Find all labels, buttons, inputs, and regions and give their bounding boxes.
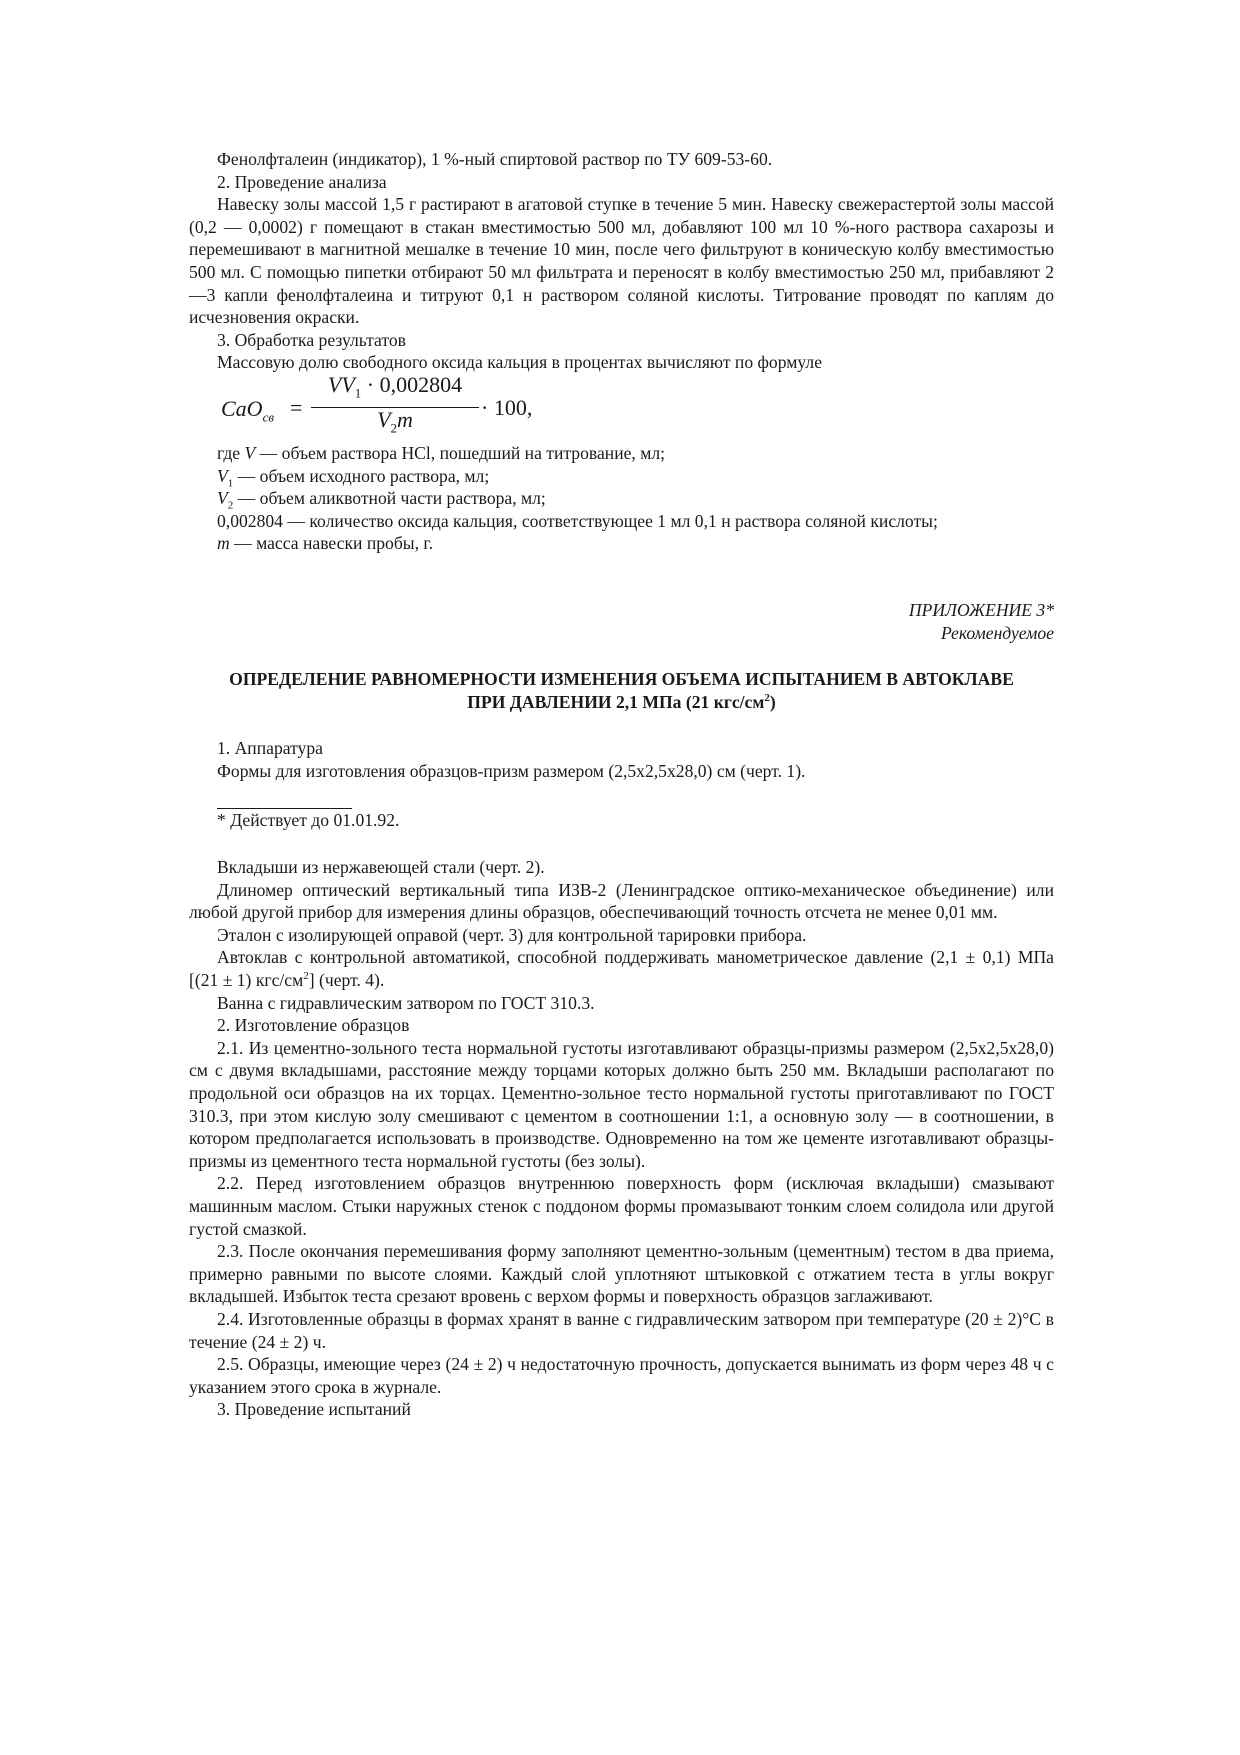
formula-denominator: $V_2m$ [377,406,413,436]
paragraph-2-2: 2.2. Перед изготовлением образцов внутреннюю поверхность форм (исключая вкладыши) смазывают машинным маслом. Стыки наружных стенок с поддоном формы промазывают тонким слоем солидола или другой густой смазкой. [189,1173,1054,1239]
formula-numerator: $VV_1 \cdot 0,002804$ [327,371,463,401]
paragraph-bath: Ванна с гидравлическим затвором по ГОСТ 310.3. [217,992,595,1013]
heading-apparatus: 1. Аппаратура [217,738,323,759]
paragraph-inserts: Вкладыши из нержавеющей стали (черт. 2). [217,857,545,878]
heading-results: 3. Обработка результатов [217,329,406,350]
paragraph-2-1: 2.1. Из цементно-зольного теста нормальной густоты изготавливают образцы-призмы размером (2,5х2,5х28,0) см с двумя вкладышами, расстояние между торцами которых должно быть 250 мм. Вкладыши располагают по продольной оси образцов на их торцах. Цементно-зольное тесто нормальной густоты приготавливают по ГОСТ 310.3, при этом кислую золу смешивают с цементом в соотношении 1:1, а основную золу — в соотношении, в котором предполагается использовать в производстве. Одновременно на том же цементе изготавливают образцы-призмы из цементного теста нормальной густоты (без золы). [189,1037,1054,1171]
paragraph-autoclave: Автоклав с контрольной автоматикой, способной поддерживать манометрическое давление (2,1 ± 0,1) МПа [(21 ± 1) кгс/$см^2$] (черт. 4). [189,947,1054,991]
appendix-label: ПРИЛОЖЕНИЕ 3* [908,599,1054,620]
paragraph-analysis: Навеску золы массой 1,5 г растирают в агатовой ступке в течение 5 мин. Навеску свежерастертой золы массой (0,2 — 0,0002) г помещают в стакан вместимостью 500 мл, добавляют 100 мл 10 %-ного раствора сахарозы и перемешивают в магнитной мешалке в течение 10 мин, после чего фильтруют в коническую колбу вместимостью 500 мл. С помощью пипетки отбирают 50 мл фильтрата и переносят в колбу вместимостью 250 мл, прибавляют 2—3 капли фенолфталеина и титруют 0,1 н раствором соляной кислоты. Титрование проводят по каплям до исчезновения окраски. [189,194,1054,328]
heading-specimens: 2. Изготовление образцов [217,1015,410,1036]
appendix-sublabel: Рекомендуемое [940,622,1054,643]
formula-equals: = [290,394,303,420]
appendix-title: ОПРЕДЕЛЕНИЕ РАВНОМЕРНОСТИ ИЗМЕНЕНИЯ ОБЪЕМА ИСПЫТАНИЕМ В АВТОКЛАВЕ ПРИ ДАВЛЕНИИ 2,1 МПа (21 кгс/$см^2$) [229,669,1014,712]
footnote: * Действует до 01.01.92. [217,810,400,831]
document-page [189,148,1054,1421]
definition-v1: $V_1$ — объем исходного раствора, мл; [217,465,490,490]
paragraph-indicator: Фенолфталеин (индикатор), 1 %-ный спиртовой раствор по ТУ 609-53-60. [217,149,773,169]
paragraph-formula-intro: Массовую долю свободного оксида кальция в процентах вычисляют по формуле [217,352,822,373]
definition-v: где V — объем раствора HCl, пошедший на титрование, мл; [217,442,666,463]
paragraph-2-5: 2.5. Образцы, имеющие через (24 ± 2) ч недостаточную прочность, допускается вынимать из форм через 48 ч с указанием этого срока в журнале. [189,1354,1054,1397]
definition-v2: $V_2$ — объем аликвотной части раствора, мл; [217,488,546,512]
definition-coefficient: 0,002804 — количество оксида кальция, соответствующее 1 мл 0,1 н раствора соляной кислоты; [217,510,938,531]
formula-lhs: CaO$_{св}$ [221,395,274,425]
paragraph-2-3: 2.3. После окончания перемешивания форму заполняют цементно-зольным (цементным) тестом в два приема, примерно равными по высоте слоями. Каждый слой уплотняют штыковкой с отжатием теста в углы вокруг вкладышей. Избыток теста срезают вровень с верхом формы и поверхность образцов заглаживают. [189,1241,1054,1307]
heading-testing: 3. Проведение испытаний [217,1399,411,1420]
paragraph-standard: Эталон с изолирующей оправой (черт. 3) для контрольной тарировки прибора. [217,924,807,945]
formula-multiplier: · 100, [481,394,533,420]
paragraph-forms: Формы для изготовления образцов-призм размером (2,5х2,5х28,0) см (черт. 1). [217,760,806,781]
heading-analysis: 2. Проведение анализа [217,171,387,192]
definition-m: m — масса навески пробы, г. [217,533,434,554]
paragraph-2-4: 2.4. Изготовленные образцы в формах хранят в ванне с гидравлическим затвором при температуре (20 ± 2)°С в течение (24 ± 2) ч. [189,1308,1054,1352]
paragraph-length-gauge: Длиномер оптический вертикальный типа ИЗВ-2 (Ленинградское оптико-механическое объединение) или любой другой прибор для измерения длины образцов, обеспечивающий точность отсчета не менее 0,01 мм. [189,879,1054,923]
formula-cao [189,371,1054,438]
